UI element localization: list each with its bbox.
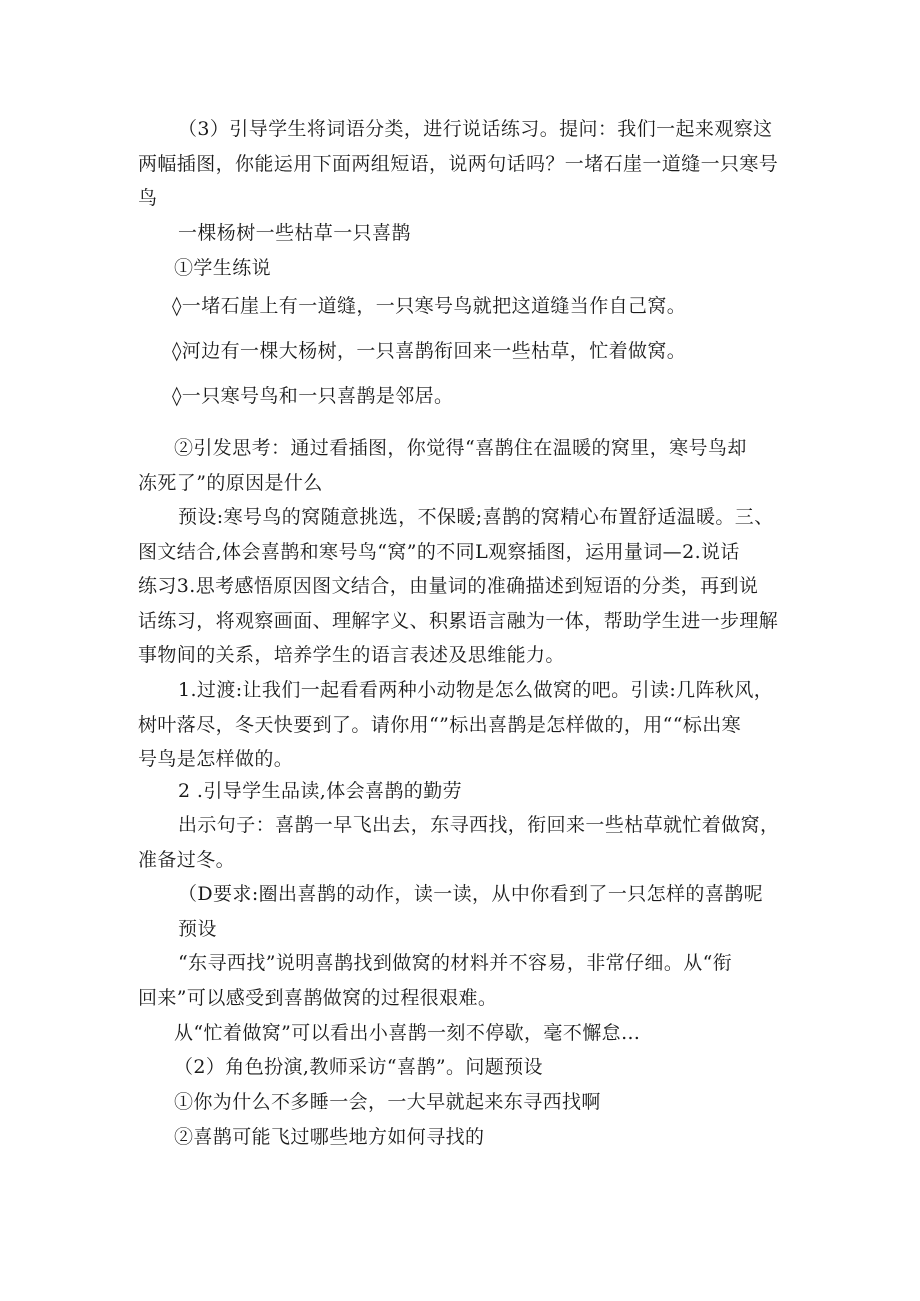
paragraph-inspire-thinking [138, 431, 747, 500]
text-line: 事物间的关系，培养学生的语言表述及思维能力。 [138, 644, 565, 666]
text-line: 预设:寒号鸟的窝随意挑选，不保暖;喜鹊的窝精心布置舒适温暖。三、 [178, 506, 774, 528]
paragraph-phrase-group-2: 一棵杨树一些枯草一只喜鹊 [178, 222, 411, 244]
text-line: 话练习，将观察画面、理解字义、积累语言融为一体，帮助学生进一步理解 [138, 609, 779, 632]
paragraph-requirement [178, 877, 763, 946]
paragraph-transition [138, 673, 773, 777]
text-line: 冻死了”的原因是什么 [138, 471, 323, 494]
paragraph-example-sentence-3: ◊一只寒号鸟和一只喜鹊是邻居。 [172, 385, 454, 407]
text-line: “东寻西找”说明喜鹊找到做窝的材料并不容易，非常仔细。从“衔 [178, 952, 733, 974]
text-line: 鸟 [138, 187, 158, 209]
text-line: 两幅插图，你能运用下面两组短语，说两句话吗？一堵石崖一道缝一只寒号 [138, 152, 779, 175]
text-line: ②引发思考：通过看插图，你觉得“喜鹊住在温暖的窝里，寒号鸟却 [174, 437, 747, 459]
text-line: 1.过渡:让我们一起看看两种小动物是怎么做窝的吧。引读:几阵秋风， [178, 679, 774, 701]
paragraph-guided-reading: 2 .引导学生品读,体会喜鹊的勤劳 [178, 780, 463, 802]
paragraph-example-sentence-1: ◊一堵石崖上有一道缝，一只寒号鸟就把这道缝当作自己窝。 [172, 295, 687, 317]
text-line: 练习3.思考感悟原因图文结合，由量词的准确描述到短语的分类，再到说 [138, 575, 759, 597]
paragraph-example-sentence-2: ◊河边有一棵大杨树，一只喜鹊衔回来一些枯草，忙着做窝。 [172, 340, 687, 362]
text-line: （3）引导学生将词语分类，进行说话练习。提问：我们一起来观察这 [178, 118, 773, 140]
text-line: 准备过冬。 [138, 848, 236, 871]
text-line: 号鸟是怎样做的。 [138, 748, 294, 770]
paragraph-show-sentence [138, 808, 779, 877]
paragraph-question-1: ①你为什么不多睡一会，一大早就起来东寻西找啊 [174, 1091, 601, 1113]
paragraph-analysis [138, 946, 732, 1015]
paragraph-busy-nesting: 从“忙着做窝”可以看出小喜鹊一刻不停歇，毫不懈怠… [174, 1022, 641, 1044]
text-line: 图文结合,体会喜鹊和寒号鸟“窝”的不同L观察插图，运用量词—2.说话 [138, 540, 740, 563]
paragraph-role-play: （2）角色扮演,教师采访“喜鹊”。问题预设 [174, 1056, 543, 1078]
text-line: 预设 [178, 917, 217, 940]
paragraph-classify-words [138, 112, 778, 216]
text-line: 出示句子：喜鹊一早飞出去，东寻西找，衔回来一些枯草就忙着做窝， [178, 814, 780, 836]
paragraph-student-practice: ①学生练说 [174, 257, 272, 279]
paragraph-question-2: ②喜鹊可能飞过哪些地方如何寻找的 [174, 1126, 485, 1148]
paragraph-preset-answer [138, 500, 778, 673]
text-line: 树叶落尽，冬天快要到了。请你用“”标出喜鹊是怎样做的，用““标出寒 [138, 713, 742, 736]
text-line: 回来”可以感受到喜鹊做窝的过程很艰难。 [138, 986, 498, 1009]
text-line: （D要求:圈出喜鹊的动作，读一读，从中你看到了一只怎样的喜鹊呢 [178, 883, 764, 905]
